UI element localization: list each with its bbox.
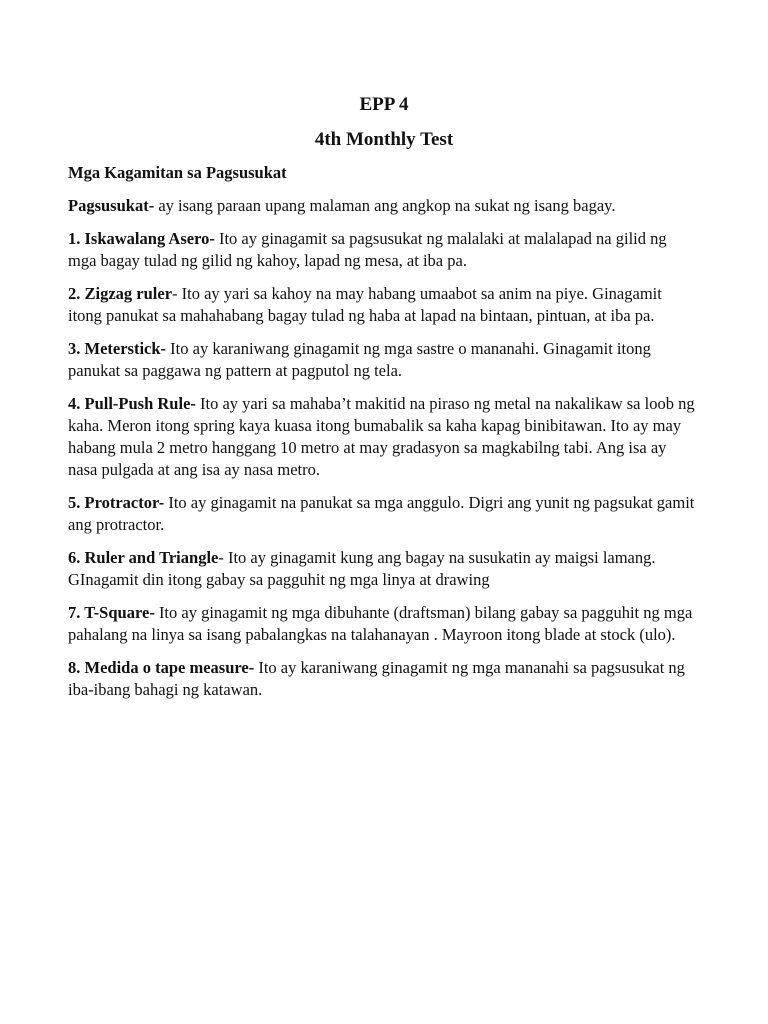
item-text: Ito ay karaniwang ginagamit ng mga mananahi sa pagsusukat ng iba-ibang bahagi ng katawan.	[68, 658, 685, 699]
item-term: 1. Iskawalang Asero-	[68, 229, 215, 248]
item-text: Ito ay ginagamit sa pagsusukat ng malalaki at malalapad na gilid ng mga bagay tulad ng gilid ng kahoy, lapad ng mesa, at iba pa.	[68, 229, 667, 270]
document-title: EPP 4	[359, 94, 409, 115]
list-item	[68, 547, 700, 591]
item-text: Ito ay ginagamit na panukat sa mga anggulo. Digri ang yunit ng pagsukat gamit ang protractor.	[68, 493, 695, 534]
definition-paragraph	[68, 195, 700, 217]
item-text: - Ito ay yari sa kahoy na may habang umaabot sa anim na piye. Ginagamit itong panukat sa mahahabang bagay tulad ng haba at lapad na bintaan, pintuan, at iba pa.	[68, 284, 662, 325]
item-text: Ito ay karaniwang ginagamit ng mga sastre o mananahi. Ginagamit itong panukat sa paggawa ng pattern at pagputol ng tela.	[68, 339, 651, 380]
list-item	[68, 338, 700, 382]
item-term: 2. Zigzag ruler	[68, 284, 173, 303]
item-term: 3. Meterstick-	[68, 339, 167, 358]
item-term: 7. T-Square-	[68, 603, 155, 622]
item-term: 8. Medida o tape measure-	[68, 658, 255, 677]
item-term: 4. Pull-Push Rule-	[68, 394, 196, 413]
list-item	[68, 283, 700, 327]
list-item	[68, 393, 700, 481]
list-item	[68, 657, 700, 701]
section-heading: Mga Kagamitan sa Pagsusukat	[68, 163, 287, 182]
definition-term: Pagsusukat-	[68, 196, 155, 215]
list-item	[68, 492, 700, 536]
document-subtitle: 4th Monthly Test	[314, 129, 454, 150]
item-text: Ito ay ginagamit ng mga dibuhante (draftsman) bilang gabay sa pagguhit ng mga pahalang na linya sa isang pabalangkas na talahanayan . Mayroon itong blade at stock (ulo).	[68, 603, 693, 644]
item-text: Ito ay yari sa mahaba’t makitid na piraso ng metal na nakalikaw sa loob ng kaha. Meron itong spring kaya kuasa itong bumabalik sa kaha kapag binibitawan. Ito ay may habang mula 2 metro hanggang 10 metro at may gradasyon sa magkabilng tabi. Ang isa ay nasa pulgada at ang isa ay nasa metro.	[68, 394, 695, 479]
item-term: 6. Ruler and Triangle	[68, 548, 219, 567]
list-item	[68, 228, 700, 272]
item-text: - Ito ay ginagamit kung ang bagay na susukatin ay maigsi lamang. GInagamit din itong gabay sa pagguhit ng mga linya at drawing	[68, 548, 656, 589]
list-item	[68, 602, 700, 646]
definition-text: ay isang paraan upang malaman ang angkop na sukat ng isang bagay.	[154, 196, 616, 215]
item-term: 5. Protractor-	[68, 493, 165, 512]
